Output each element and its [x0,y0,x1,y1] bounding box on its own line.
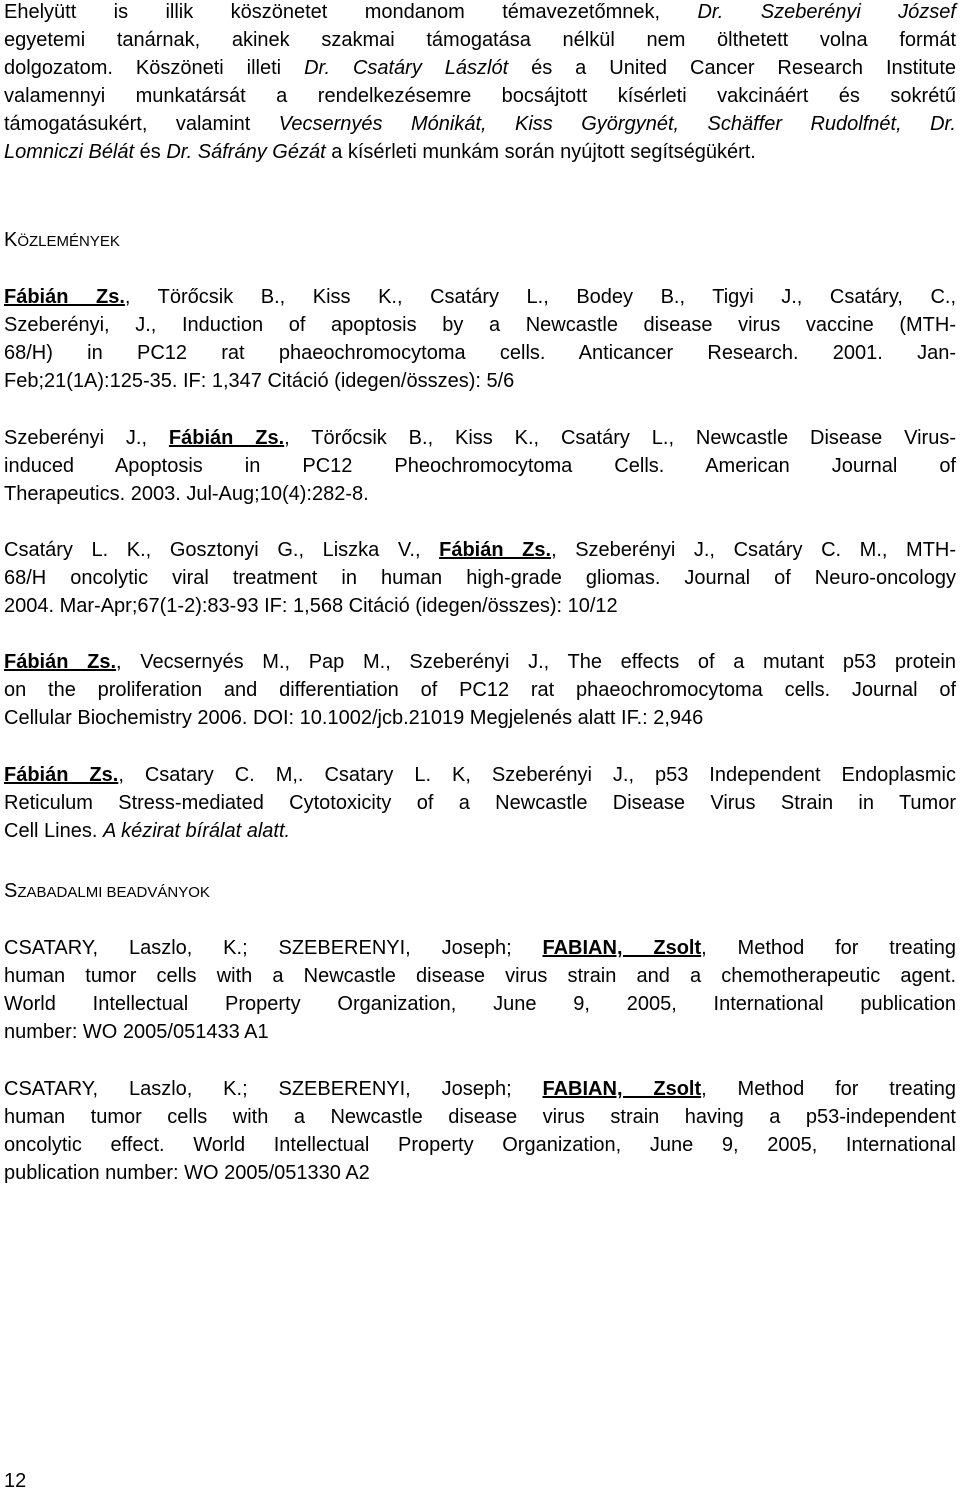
pub-line [4,761,956,789]
pub-line [4,648,956,676]
patent-line: human tumor cells with a Newcastle disease virus strain and a chemotherapeutic agent. [4,965,956,987]
patent-entry [4,934,956,1046]
ack-names: Vecsernyés Mónikát, Kiss Györgynét, Schäffer Rudolfnét, Dr. [278,113,956,135]
pub-line: induced Apoptosis in PC12 Pheochromocytoma Cells. American Journal of [4,455,956,477]
publication-entry [4,424,956,508]
publication-entry [4,648,956,732]
page-number: 12 [4,1470,27,1492]
pub-line [4,536,956,564]
acknowledgement-paragraph [4,0,956,166]
patent-text: CSATARY, Laszlo, K.; SZEBERENYI, Joseph; [4,1078,543,1100]
ack-line: egyetemi tanárnak, akinek szakmai támogatása nélkül nem ölthetett volna formát [4,29,956,51]
ack-text: Ehelyütt is illik köszönetet mondanom témavezetőmnek, [4,1,698,23]
pub-text: Cell Lines. [4,820,103,842]
heading-rest: ÖZLEMÉNYEK [17,233,120,250]
author-highlight: Fábián Zs. [439,539,552,561]
author-highlight: FABIAN, Zsolt [542,1078,702,1100]
pub-line: 68/H) in PC12 rat phaeochromocytoma cells. Anticancer Research. 2001. Jan- [4,342,956,364]
pub-line: Reticulum Stress-mediated Cytotoxicity of a Newcastle Disease Virus Strain in Tumor [4,792,956,814]
pub-text: , Szeberényi J., Csatáry C. M., MTH- [551,539,957,561]
pub-text: , Csatary C. M,. Csatary L. K, Szeberényi J., p53 Independent Endoplasmic [118,764,957,786]
pub-line [4,283,956,311]
author-highlight: Fábián Zs. [4,651,117,673]
patent-line: oncolytic effect. World Intellectual Property Organization, June 9, 2005, International [4,1134,956,1156]
patent-text: , Method for treating [701,937,956,959]
heading-rest: ZABADALMI BEADVÁNYOK [17,884,210,901]
pub-text: , Vecsernyés M., Pap M., Szeberényi J., The effects of a mutant p53 protein [116,651,957,673]
author-highlight: Fábián Zs. [168,427,285,449]
patent-entry [4,1075,956,1187]
publication-entry [4,761,956,845]
ack-text: és a United Cancer Research Institute [508,57,956,79]
patent-line: publication number: WO 2005/051330 A2 [4,1162,370,1184]
heading-initial: K [4,229,18,251]
publication-entry [4,283,956,395]
pub-line: on the proliferation and differentiation of PC12 rat phaeochromocytoma cells. Journal of [4,679,956,701]
ack-line [4,138,956,166]
pub-line: 68/H oncolytic viral treatment in human high-grade gliomas. Journal of Neuro-oncology [4,567,956,589]
ack-name: Dr. Csatáry Lászlót [304,57,509,79]
pub-text: , Törőcsik B., Kiss K., Csatáry L., Newcastle Disease Virus- [284,427,956,449]
pub-line: 2004. Mar-Apr;67(1-2):83-93 IF: 1,568 Citáció (idegen/összes): 10/12 [4,595,618,617]
pub-text: Szeberényi J., [4,427,169,449]
patent-line: human tumor cells with a Newcastle disease virus strain having a p53-independent [4,1106,956,1128]
ack-text: dolgozatom. Köszöneti illeti [4,57,305,79]
ack-name: Dr. Sáfrány Gézát [166,141,326,163]
ack-line [4,54,956,82]
author-highlight: FABIAN, Zsolt [542,937,702,959]
ack-supervisor-name: Dr. Szeberényi József [697,1,956,23]
patent-text: CSATARY, Laszlo, K.; SZEBERENYI, Joseph; [4,937,543,959]
heading-initial: S [4,880,18,902]
pub-status: A kézirat bírálat alatt. [102,820,291,842]
author-highlight: Fábián Zs. [4,764,119,786]
ack-line: valamennyi munkatársát a rendelkezésemre bocsájtott kísérleti vakcináért és sokrétű [4,85,956,107]
ack-text: támogatásukért, valamint [4,113,279,135]
patent-line: World Intellectual Property Organization, June 9, 2005, International publication [4,993,956,1015]
patent-line [4,934,956,962]
patent-line [4,1075,956,1103]
author-highlight: Fábián Zs. [4,286,125,308]
pub-line: Feb;21(1A):125-35. IF: 1,347 Citáció (idegen/összes): 5/6 [4,370,515,392]
publication-entry [4,536,956,620]
pub-line: Szeberényi, J., Induction of apoptosis by a Newcastle disease virus vaccine (MTH- [4,314,956,336]
ack-text: a kísérleti munkám során nyújtott segítségükért. [325,141,756,163]
pub-line [4,424,956,452]
ack-name: Lomniczi Bélát [4,141,135,163]
pub-line [4,817,956,845]
patent-line: number: WO 2005/051433 A1 [4,1021,269,1043]
pub-text: Csatáry L. K., Gosztonyi G., Liszka V., [4,539,440,561]
patent-text: , Method for treating [701,1078,956,1100]
pub-line: Cellular Biochemistry 2006. DOI: 10.1002/jcb.21019 Megjelenés alatt IF.: 2,946 [4,707,704,729]
ack-line [4,110,956,138]
section-heading-szabadalmi [4,877,210,907]
ack-text: és [134,141,167,163]
ack-line [4,0,956,26]
section-heading-kozlemenyek [4,226,120,256]
pub-text: , Törőcsik B., Kiss K., Csatáry L., Bodey B., Tigyi J., Csatáry, C., [124,286,956,308]
pub-line: Therapeutics. 2003. Jul-Aug;10(4):282-8. [4,483,369,505]
